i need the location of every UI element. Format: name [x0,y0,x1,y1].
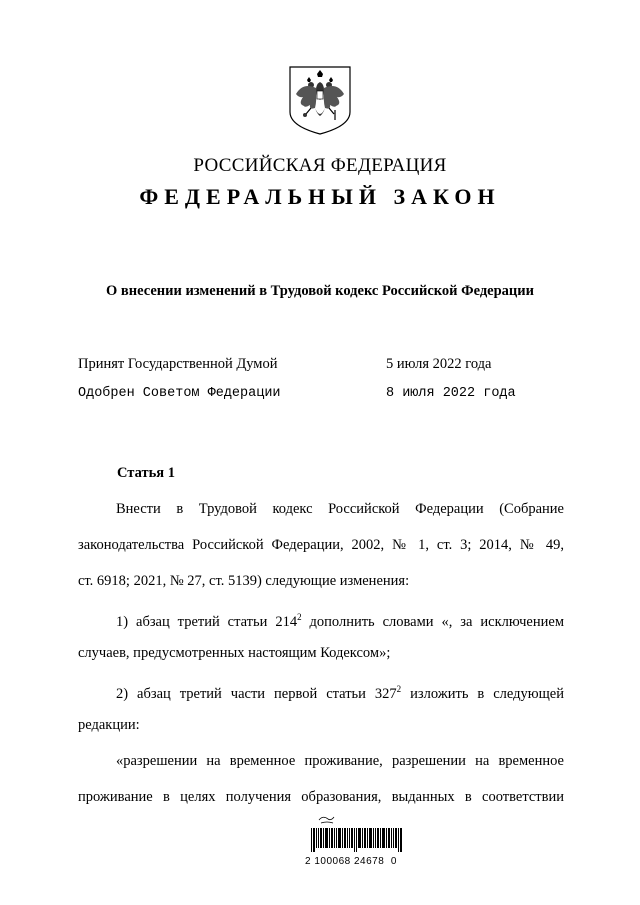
text-line: случаев, предусмотренных настоящим Кодексом»; [78,645,391,661]
item-2-line: 2) абзац третий части первой статьи $327^2$ изложить в следующей [116,684,564,702]
item-1-line: 1) абзац третий статьи $214^2$ дополнить словами «, за исключением [116,612,564,630]
country-name: РОССИЙСКАЯ ФЕДЕРАЦИЯ [193,155,447,176]
duma-label: Принят Государственной Думой [78,356,278,372]
text-line: ст. 6918; 2021, № 27, ст. 5139) следующие изменения: [78,573,410,589]
duma-date: 5 июля 2022 года [386,356,492,372]
text-line: Внести в Трудовой кодекс Российской Федерации (Собрание [116,501,564,517]
text-line: редакции: [78,717,140,733]
barcode-number: 2 100068 24678 0 [305,856,397,867]
quote-line: проживание в целях получения образования, выданных в соответствии [78,789,564,805]
document-type: ФЕДЕРАЛЬНЫЙ ЗАКОН [139,184,501,209]
law-title: О внесении изменений в Трудовой кодекс Российской Федерации [106,283,534,299]
article-heading: Статья 1 [117,465,175,481]
text-line: законодательства Российской Федерации, 2002, № 1, ст. 3; 2014, № 49, [78,537,564,553]
barcode-signature-mark [319,817,334,823]
quote-line: «разрешении на временное проживание, разрешении на временное [116,753,564,769]
council-label: Одобрен Советом Федерации [78,386,281,401]
barcode [311,814,403,854]
article-body [78,491,564,815]
council-date: 8 июля 2022 года [386,386,516,401]
coat-of-arms-emblem [287,64,353,136]
